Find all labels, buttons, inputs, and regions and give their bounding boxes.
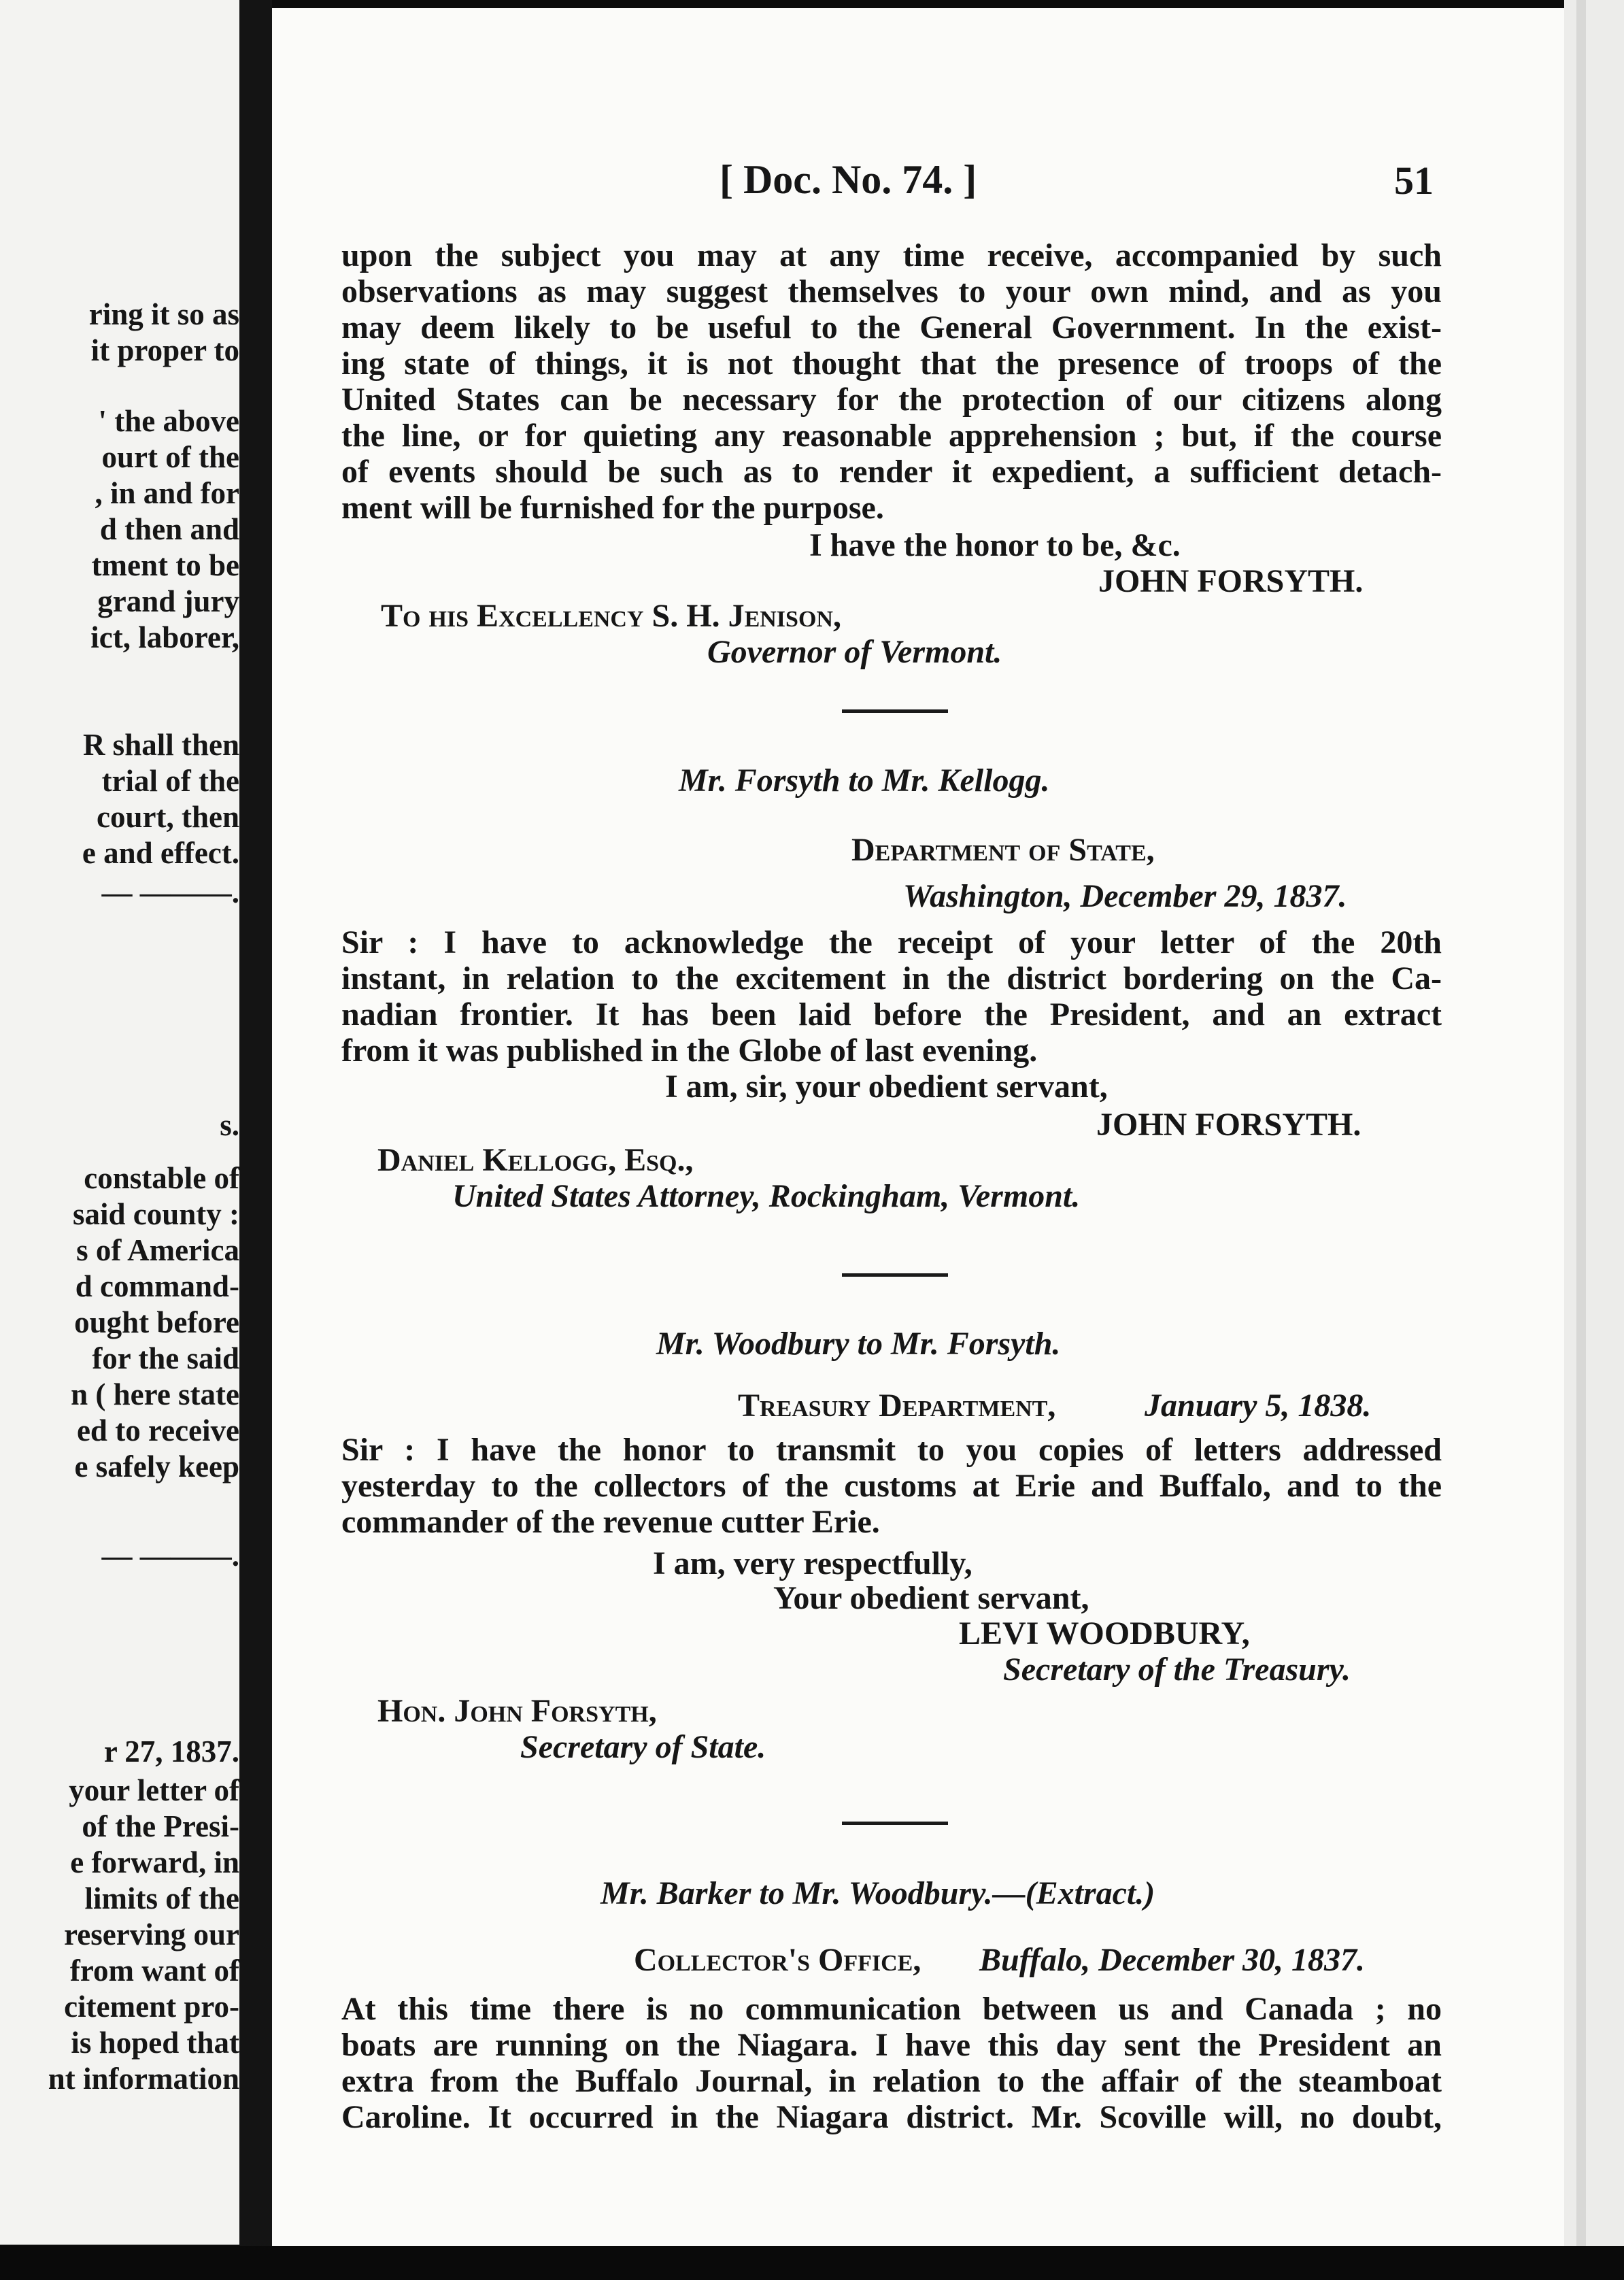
- section-divider: [842, 1273, 948, 1277]
- section-divider: [842, 709, 948, 713]
- facing-line: R shall then: [82, 728, 239, 762]
- facing-line: for the said: [92, 1341, 239, 1375]
- facing-line: constable of: [84, 1161, 239, 1195]
- facing-line: ourt of the: [101, 440, 239, 474]
- letter-heading: Mr. Woodbury to Mr. Forsyth.: [656, 1326, 1061, 1362]
- facing-line: s of America: [76, 1233, 239, 1267]
- running-header: [ Doc. No. 74. ]: [720, 157, 977, 202]
- facing-line: ' the above: [98, 404, 239, 438]
- facing-line: e and effect.: [82, 836, 239, 870]
- body-line: Caroline. It occurred in the Niagara district. Mr. Scoville will, no doubt,: [341, 2099, 1442, 2135]
- section-divider: [842, 1822, 948, 1825]
- facing-line: said county :: [72, 1197, 239, 1231]
- body-line: ing state of things, it is not thought that the presence of troops of the: [341, 346, 1442, 382]
- body-line: extra from the Buffalo Journal, in relation to the affair of the steamboat: [341, 2063, 1442, 2099]
- addressee: Daniel Kellogg, Esq.,: [377, 1142, 694, 1178]
- facing-rule: — ———.: [101, 875, 239, 909]
- signature-title: Secretary of the Treasury.: [1003, 1652, 1351, 1688]
- facing-line: ring it so as: [88, 297, 239, 331]
- closing: I am, very respectfully,: [653, 1545, 972, 1581]
- body-line: from it was published in the Globe of last evening.: [341, 1033, 1038, 1069]
- body-line: nadian frontier. It has been laid before the President, and an extract: [341, 996, 1442, 1033]
- facing-line: r 27, 1837.: [103, 1734, 239, 1768]
- facing-line: citement pro-: [64, 1990, 239, 2024]
- facing-line: grand jury: [97, 584, 239, 618]
- facing-line: it proper to: [90, 333, 239, 367]
- signature: JOHN FORSYTH.: [1098, 563, 1364, 599]
- signature: LEVI WOODBURY,: [959, 1615, 1250, 1652]
- body-line: At this time there is no communication between us and Canada ; no: [341, 1991, 1442, 2027]
- facing-line: your letter of: [69, 1773, 239, 1807]
- letter-date: Washington, December 29, 1837.: [903, 878, 1347, 914]
- facing-rule: — ———.: [101, 1539, 239, 1573]
- sender-department: Department of State,: [851, 832, 1155, 868]
- facing-line: trial of the: [101, 764, 239, 798]
- facing-line: from want of: [69, 1954, 239, 1988]
- body-line: Sir : I have to acknowledge the receipt of your letter of the 20th: [341, 924, 1442, 960]
- body-line: ment will be furnished for the purpose.: [341, 490, 884, 526]
- page-edge: [1564, 0, 1624, 2280]
- facing-line: ed to receive: [76, 1413, 239, 1447]
- letter-heading: Mr. Barker to Mr. Woodbury.—(Extract.): [600, 1875, 1155, 1911]
- letter-date: January 5, 1838.: [1145, 1388, 1372, 1424]
- facing-line: court, then: [97, 800, 239, 834]
- closing: I have the honor to be, &c.: [809, 527, 1181, 563]
- body-line: Sir : I have the honor to transmit to you copies of letters addressed: [341, 1432, 1442, 1468]
- body-line: instant, in relation to the excitement in the district bordering on the Ca-: [341, 960, 1442, 996]
- signature: JOHN FORSYTH.: [1096, 1107, 1361, 1143]
- facing-line: is hoped that: [71, 2026, 239, 2060]
- body-line: boats are running on the Niagara. I have this day sent the President an: [341, 2027, 1442, 2063]
- closing: Your obedient servant,: [773, 1580, 1089, 1616]
- body-line: may deem likely to be useful to the General Government. In the exist-: [341, 309, 1442, 346]
- body-line: the line, or for quieting any reasonable apprehension ; but, if the course: [341, 418, 1442, 454]
- letter-date: Buffalo, December 30, 1837.: [979, 1942, 1366, 1978]
- letter-heading: Mr. Forsyth to Mr. Kellogg.: [679, 762, 1050, 799]
- page-edge-shadow: [1576, 0, 1586, 2280]
- page-number: 51: [1394, 158, 1434, 203]
- facing-line: s.: [220, 1108, 239, 1142]
- sender-office: Collector's Office,: [634, 1942, 921, 1978]
- scan-border: [0, 2246, 1624, 2280]
- facing-line: nt information: [48, 2062, 239, 2096]
- facing-line: d command-: [75, 1269, 239, 1303]
- body-line: commander of the revenue cutter Erie.: [341, 1504, 880, 1540]
- facing-page-fragment: [0, 0, 239, 2245]
- addressee: To his Excellency S. H. Jenison,: [381, 598, 841, 634]
- addressee-title: Governor of Vermont.: [707, 634, 1002, 670]
- facing-line: ict, laborer,: [90, 620, 239, 654]
- book-gutter: [239, 0, 272, 2280]
- addressee: Hon. John Forsyth,: [377, 1693, 657, 1729]
- facing-line: n ( here state: [71, 1377, 239, 1411]
- facing-line: d then and: [99, 512, 239, 546]
- body-line: yesterday to the collectors of the customs at Erie and Buffalo, and to the: [341, 1468, 1442, 1504]
- facing-line: ought before: [74, 1305, 239, 1339]
- addressee-title: United States Attorney, Rockingham, Vermont.: [452, 1178, 1081, 1214]
- closing: I am, sir, your obedient servant,: [665, 1069, 1108, 1105]
- facing-line: , in and for: [95, 476, 239, 510]
- body-line: United States can be necessary for the protection of our citizens along: [341, 382, 1442, 418]
- facing-line: tment to be: [91, 548, 239, 582]
- body-line: upon the subject you may at any time receive, accompanied by such: [341, 237, 1442, 273]
- body-line: observations as may suggest themselves to your own mind, and as you: [341, 273, 1442, 309]
- sender-department: Treasury Department,: [738, 1388, 1056, 1424]
- facing-line: of the Presi-: [82, 1809, 239, 1843]
- facing-line: reserving our: [64, 1917, 239, 1951]
- facing-line: e safely keep: [74, 1449, 239, 1483]
- body-line: of events should be such as to render it expedient, a sufficient detach-: [341, 454, 1442, 490]
- facing-line: e forward, in: [70, 1845, 239, 1879]
- facing-line: limits of the: [84, 1881, 239, 1915]
- addressee-title: Secretary of State.: [520, 1729, 766, 1765]
